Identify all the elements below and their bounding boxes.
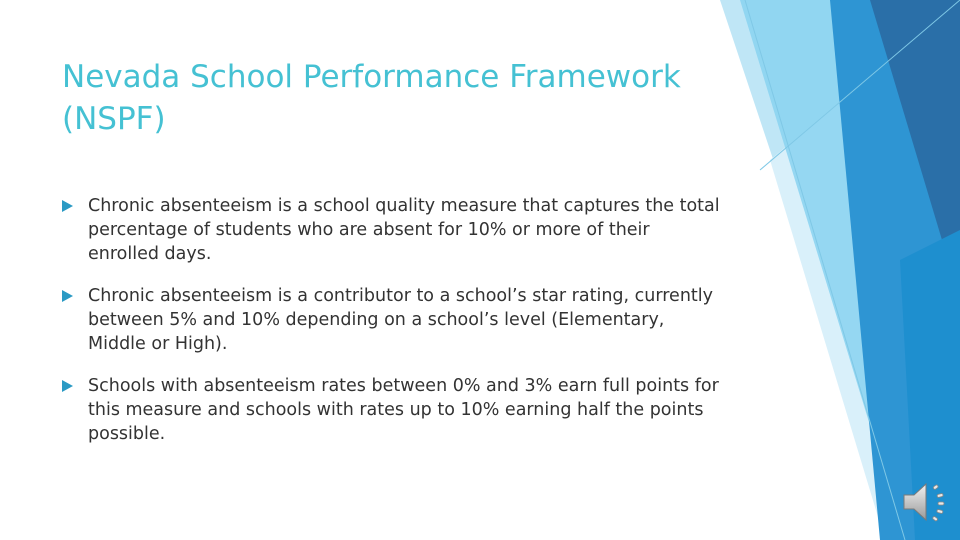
bullet-item <box>62 374 722 446</box>
right-triangle-arrow-icon <box>62 380 73 392</box>
slide-title: Nevada School Performance Framework (NSPF) <box>62 59 681 137</box>
bullet-item <box>62 194 722 266</box>
bullet-text: Chronic absenteeism is a contributor to a school’s star rating, currently between 5% and 10% depending on a school’s level (Elementary, Middle or High). <box>88 286 713 354</box>
speaker-icon[interactable] <box>898 476 950 528</box>
bullet-text: Chronic absenteeism is a school quality measure that captures the total percentage of students who are absent for 10% or more of their enrolled days. <box>88 196 720 264</box>
bullet-list <box>62 194 722 464</box>
right-triangle-arrow-icon <box>62 290 73 302</box>
right-triangle-arrow-icon <box>62 200 73 212</box>
bullet-item <box>62 284 722 356</box>
bullet-text: Schools with absenteeism rates between 0% and 3% earn full points for this measure and schools with rates up to 10% earning half the points possible. <box>88 376 719 444</box>
